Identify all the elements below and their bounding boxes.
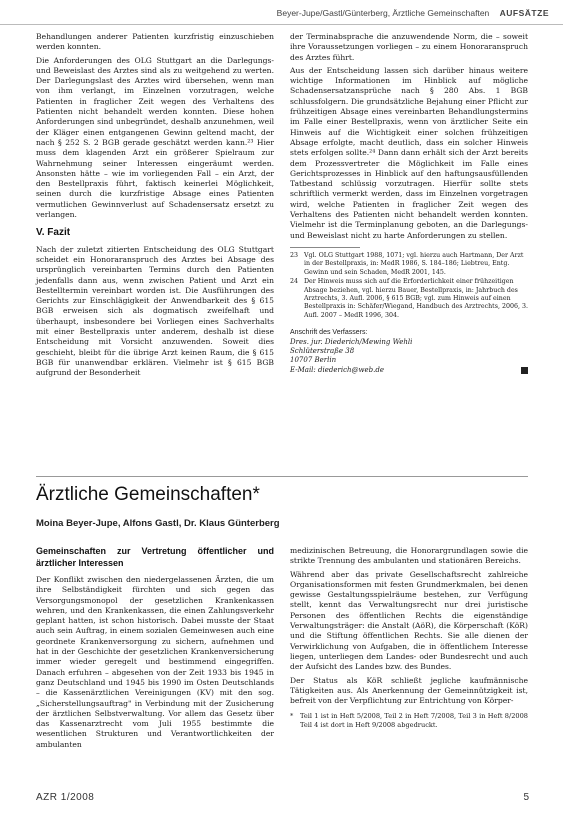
address-line: 10707 Berlin: [290, 356, 337, 365]
journal-issue: AZR 1/2008: [36, 792, 95, 803]
paragraph: Die Anforderungen des OLG Stuttgart an die Darlegungs- und Beweislast des Arztes sind als zu weitgehend zu werten. Der Darlegungslast des Arztes wird übersehen, wenn man von ihm verlangt, im Einzelnen vorzutragen, welche Patienten in fraglicher Zeit wegen des Verhaltens des Patienten nicht behandelt werden konnten. Diese hohen Anforderungen sind unbegründet, deshalb anzunehmen, weil der Kläger einen entgangenen Gewinn geltend macht, der nach § 252 S. 2 BGB gerade geschätzt werden kann.²³ Hier muss dem klagenden Arzt ein größerer Spielraum zur Wahrnehmung seiner Interessen eingeräumt werden. Ansonsten hätte – wie im vorliegenden Fall – ein Arzt, der den Bestellpraxis führt, faktisch keinerlei Möglichkeit, seinen durch die kurzfristige Absage eines Patienten vermutlichen Gewinnverlust auf Schadensersatz ersetzt zu verlangen.: [36, 55, 274, 220]
end-of-article-square: [521, 367, 528, 374]
footnote-number: 23: [290, 251, 299, 259]
paragraph: Aus der Entscheidung lassen sich darüber hinaus weitere wichtige Informationen im Hinblick auf mögliche Schadensersatzansprüche nach § 280 Abs. 1 BGB schlussfolgern. Die grundsätzliche Bejahung einer Pflicht zur frühzeitigen Absage eines vereinbarten Behandlungstermins im Falle einer Bestellpraxis, wenn von ärztlicher Seite ein Hinweis auf die Wichtigkeit einer solchen frühzeitigen Absage erfolgte, macht deutlich, dass ein solcher Hinweis stets erfolgen sollte.²⁴ Dann dann erhält sich der Arzt bereits dem Prozessvertreter die Möglichkeit im Falle eines Gerichtsprozesses in Hinblick auf den haftungsausfüllenden Tatbestand schlüssig vorzutragen. Hierfür sollte stets schriftlich vermerkt werden, dass im Einzelnen vorgetragen wird, welche Patienten in fraglicher Zeit wegen des Verhaltens des Patienten nicht behandelt werden konnten. Vielmehr ist die Terminplanung geboten, an die Darlegungs- und Beweislast nicht zu harte Anforderungen zu stellen.: [290, 65, 528, 240]
article-title: Ärztliche Gemeinschaften*: [36, 484, 260, 505]
top-right-column: [290, 32, 528, 375]
section-heading-fazit: V. Fazit: [36, 227, 71, 239]
article-left-column: [36, 546, 274, 753]
article-footnote: [290, 712, 528, 729]
article-footnote-text: Teil 1 ist in Heft 5/2008, Teil 2 in Heft 7/2008, Teil 3 in Heft 8/2008 Teil 4 ist dort in Heft 9/2008 abgedruckt.: [300, 712, 528, 730]
footnote: [290, 252, 528, 277]
paragraph: medizinischen Betreuung, die Honorargrundlagen sowie die strikte Trennung des ambulanten und stationären Bereichs.: [290, 546, 528, 566]
asterisk-marker: *: [290, 712, 294, 721]
paragraph: der Terminabsprache die anzuwendende Norm, die – soweit ihre Voraussetzungen vorliegen – zu einem Honoraranspruch des Arztes führt.: [290, 32, 528, 62]
address-line: Schlüterstraße 38: [290, 347, 355, 355]
footnote: [290, 278, 528, 320]
header-section: AUFSÄTZE: [499, 8, 549, 18]
page-number: 5: [523, 792, 529, 803]
header-authors: Beyer-Jupe/Gastl/Günterberg, Ärztliche Gemeinschaften: [276, 8, 490, 18]
author-address: [290, 328, 528, 375]
footnote-text: Vgl. OLG Stuttgart 1988, 1071; vgl. hierzu auch Hartmann, Der Arzt in der Bestellpraxis, in: MedR 1986, S. 184–186; Liebtreu, Entg. Gewinn und sein Schaden, MedR 2001, 145.: [304, 251, 524, 276]
article-section-heading: Gemeinschaften zur Vertretung öffentlicher und ärztlicher Interessen: [36, 546, 274, 568]
paragraph: Der Status als KöR schließt jegliche kaufmännische Tätigkeiten aus. Als Anerkennung der Gemeinnützigkeit ist, befreit von der Verpflichtung zur Entrichtung von Körper-: [290, 675, 528, 706]
address-email: E-Mail: diederich@web.de: [290, 365, 384, 374]
footnote-text: Der Hinweis muss sich auf die Erforderlichkeit einer frühzeitigen Absage beziehen, vgl. hierzu Bauer, Bestellpraxis, in: Jahrbuch des Arztrechts, 3. Aufl. 2006, § 615 BGB; vgl. zum Hinweis auf einen Bestellpraxis in: Schäfer/Wiegand, Handbuch des Arztrechts, 2006, 3. Aufl. 2007 – MedR 1996, 304.: [304, 278, 528, 319]
article-separator: [36, 476, 528, 477]
footnote-number: 24: [290, 278, 299, 286]
address-line: Dres. jur. Diederich/Mewing Wehli: [290, 337, 413, 346]
address-label: Anschrift des Verfassers:: [290, 329, 368, 337]
paragraph: Der Konflikt zwischen den niedergelassenen Ärzten, die um ihre Selbständigkeit fürchten und sich gegen das Versorgungsmonopol der gesetzlichen Krankenkassen wehren, und den Krankenkassen, die einen Zahlungsverkehr geplant hatten, ist schon historisch. Dabei musste der Staat auch sein Auftrag, in einem sozialen Gemeinwesen auch eine geordnete Krankenversorgung zu sichern, aufnehmen und hat in der Geschichte der gesetzlichen Krankenversicherung immer wieder geregelt und bestimmend eingegriffen. Danach erfuhren – abgesehen von der Zeit 1933 bis 1945 in ganz Deutschland und 1945 bis 1990 im Osten Deutschlands – die Kassenärztlichen Vereinigungen (KV) mit den sog. „Sicherstellungsauftrag" in Verbindung mit der Zusicherung der ärztlichen Selbstverwaltung. Vor allem das Gesetz über das Kassenarztrecht vom Juli 1955 bestimmte die wesentlichen Strukturen und Verantwortlichkeiten der ambulanten: [36, 575, 274, 749]
footnotes: [290, 252, 528, 320]
header-rule: [0, 24, 563, 25]
article-right-column: [290, 546, 528, 730]
top-left-column: [36, 32, 274, 382]
running-header: [277, 8, 549, 18]
article-authors: Moina Beyer-Jupe, Alfons Gastl, Dr. Klaus Günterberg: [36, 518, 280, 529]
footnote-rule: [290, 247, 360, 248]
paragraph: Während aber das private Gesellschaftsrecht zahlreiche Organisationsformen mit festen Grundmerkmalen, bei denen gewisse Gestaltungsspielräume bestehen, zur Verfügung stellt, kennt das Verwaltungsrecht nur drei juristische Personen des öffentlichen Rechts die eigenständige Verwaltungsträger: die Anstalt (AöR), die Körperschaft (KöR) und die Stiftung öffentlichen Rechts. Sie alle dienen der Verwirklichung von Aufgaben, die in öffentlichem Interesse liegen, unterliegen dem Landes- oder Bundesrecht und auch der Aufsicht des Landes bzw. des Bundes.: [290, 569, 528, 672]
paragraph: Behandlungen anderer Patienten kurzfristig einzuschieben werden konnten.: [36, 32, 274, 52]
paragraph: Nach der zuletzt zitierten Entscheidung des OLG Stuttgart scheidet ein Honoraranspruch des Arztes bei Absage des ursprünglich vereinbarten Termins durch den Patienten jedenfalls dann aus, wenn zwischen Patient und Arzt ein Bestelltermin vereinbart worden ist. Die Ausführungen des Gerichts zur Einschlägigkeit der Anwendbarkeit des § 615 BGB erweisen sich als dogmatisch zweifelhaft und überhaupt, insbesondere bei Vorliegen eines Sachverhalts mit einer Bestellpraxis unter anderem, deshalb ist diese Entscheidung mit Vorsicht anzuwenden. Soweit dies geschieht, bleibt für die übrige Arzt keinen Raum, die § 615 BGB für unanwendbar erklären. Vielmehr ist § 615 BGB aufgrund der Besonderheit: [36, 244, 274, 378]
